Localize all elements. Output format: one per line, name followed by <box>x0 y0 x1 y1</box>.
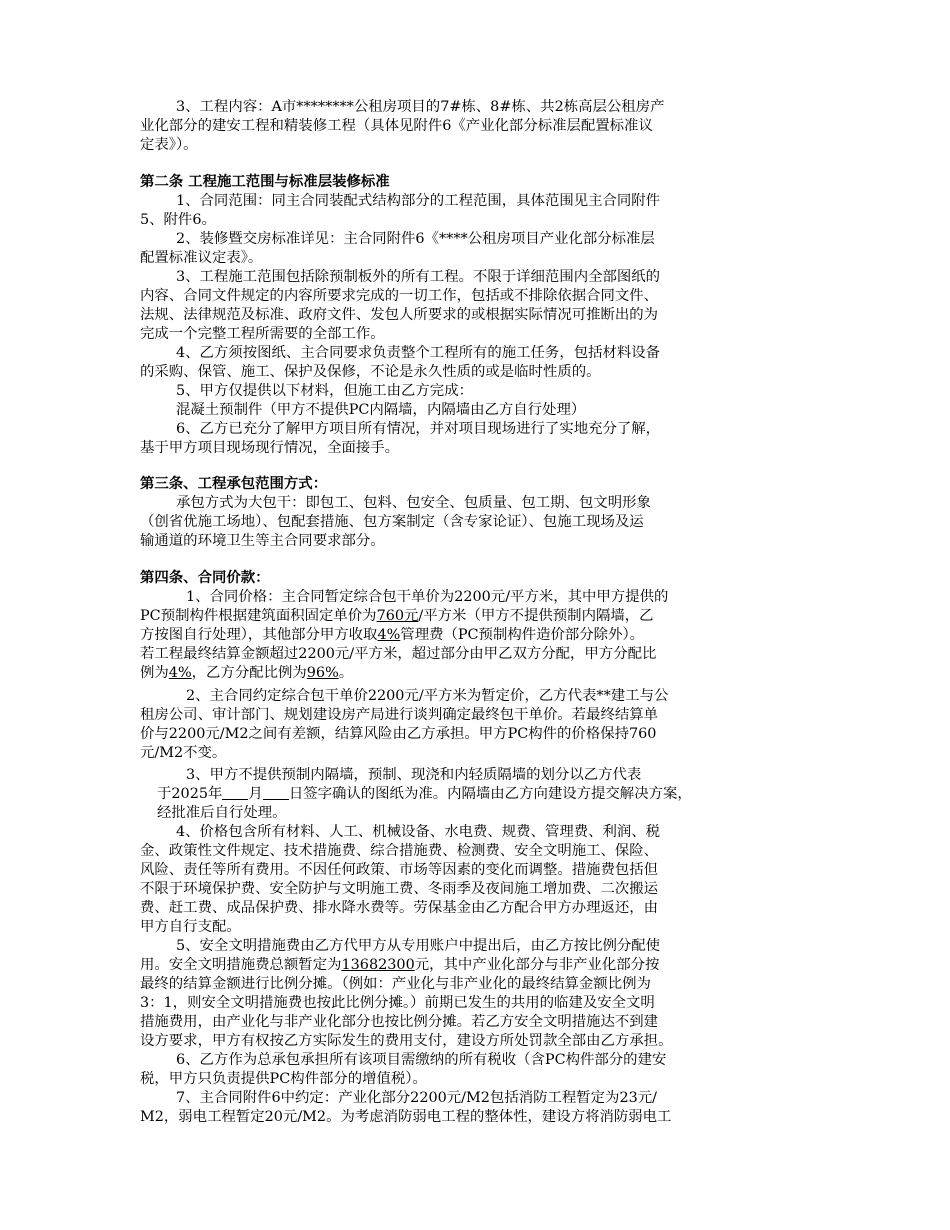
text-line: 承包方式为大包干：即包工、包料、包安全、包质量、包工期、包文明形象 <box>176 495 651 511</box>
date-blank <box>222 785 248 800</box>
underlined-value: 4% <box>168 665 192 681</box>
text-line: 1、合同价格：主合同暂定综合包干单价为2200元/平方米，其中甲方提供的 <box>186 589 669 605</box>
text-line: 6、乙方作为总承包承担所有该项目需缴纳的所有税收（含PC构件部分的建安 <box>176 1052 667 1068</box>
text-line: 租房公司、审计部门、规划建设房产局进行谈判确定最终包干单价。若最终结算单 <box>140 707 659 723</box>
underlined-value: 4% <box>377 627 401 643</box>
text-line: 元/M2不变。 <box>140 745 227 761</box>
text-line: 3、工程施工范围包括除预制板外的所有工程。不限于详细范围内全部图纸的 <box>176 269 661 285</box>
article-2-heading: 第二条 工程施工范围与标准层装修标准 <box>140 174 390 190</box>
text-line: M2，弱电工程暂定20元/M2。为考虑消防弱电工程的整体性，建设方将消防弱电工 <box>140 1109 672 1125</box>
text-line: 4、价格包含所有材料、人工、机械设备、水电费、规费、管理费、利润、税 <box>176 824 661 840</box>
text-line: 甲方自行支配。 <box>140 919 241 935</box>
text-line: （创省优施工场地）、包配套措施、包方案制定（含专家论证）、包施工现场及运 <box>140 514 644 530</box>
text-line: 5、安全文明措施费由乙方代甲方从专用账户中提出后，由乙方按比例分配使 <box>176 938 661 954</box>
text-line: 经批准后自行处理。 <box>157 805 287 821</box>
text-line: 5、甲方仅提供以下材料，但施工由乙方完成： <box>176 383 473 399</box>
text-line: 3、甲方不提供预制内隔墙，预制、现浇和内轻质隔墙的划分以乙方代表 <box>186 767 642 783</box>
text-line: PC预制构件根据建筑面积固定单价为760元/平方米（甲方不提供预制内隔墙，乙 <box>140 608 654 624</box>
text-line: 业化部分的建安工程和精装修工程（具体见附件6《产业化部分标准层配置标准议 <box>140 118 653 134</box>
text-line: 设方要求，甲方有权按乙方实际发生的费用支付，建设方所处罚款全部由乙方承担。 <box>140 1033 673 1049</box>
text-line: 7、主合同附件6中约定：产业化部分2200元/M2包括消防工程暂定为23元/ <box>176 1090 657 1106</box>
text-line: 配置标准议定表》。 <box>140 250 263 266</box>
article-3-heading: 第三条、工程承包范围方式： <box>140 476 328 492</box>
date-blank <box>263 785 289 800</box>
text-line: 2、装修暨交房标准详见：主合同附件6《****公租房项目产业化部分标准层 <box>176 231 655 247</box>
text-line: 4、乙方须按图纸、主合同要求负责整个工程所有的施工任务，包括材料设备 <box>176 345 661 361</box>
text-line: 不限于环境保护费、安全防护与文明施工费、冬雨季及夜间施工增加费、二次搬运 <box>140 881 659 897</box>
text-line: 基于甲方项目现场现行情况，全面接手。 <box>140 440 400 456</box>
underlined-value: 96% <box>306 665 339 681</box>
text-line: 3、工程内容：A市********公租房项目的7#栋、8#栋、共2栋高层公租房产 <box>176 99 665 115</box>
text-line: 方按图自行处理），其他部分甲方收取4%管理费（PC预制构件造价部分除外）。 <box>140 627 645 643</box>
text-line: 税，甲方只负责提供PC构件部分的增值税）。 <box>140 1071 427 1087</box>
text-line: 定表》）。 <box>140 137 198 153</box>
text-line: 输通道的环境卫生等主合同要求部分。 <box>140 533 385 549</box>
text-line: 完成一个完整工程所需要的全部工作。 <box>140 326 385 342</box>
article-4-heading: 第四条、合同价款： <box>140 570 270 586</box>
text-line: 5、附件6。 <box>140 212 216 228</box>
text-line: 内容、合同文件规定的内容所要求完成的一切工作，包括或不排除依据合同文件、 <box>140 288 659 304</box>
text-line: 2、主合同约定综合包干单价2200元/平方米为暂定价，乙方代表**建工与公 <box>186 688 669 704</box>
text-line: 措施费用，由产业化与非产业化部分也按比例分摊。若乙方安全文明措施达不到建 <box>140 1014 659 1030</box>
text-line: 最终的结算金额进行比例分摊。（例如：产业化与非产业化的最终结算金额比例为 <box>140 976 651 992</box>
text-line: 费、赶工费、成品保护费、排水降水费等。劳保基金由乙方配合甲方办理返还，由 <box>140 900 659 916</box>
text-line: 1、合同范围：同主合同装配式结构部分的工程范围，具体范围见主合同附件 <box>176 193 661 209</box>
text-line: 3：1，则安全文明措施费也按此比例分摊。）前期已发生的共用的临建及安全文明 <box>140 995 655 1011</box>
text-line: 用。安全文明措施费总额暂定为13682300元，其中产业化部分与非产业化部分按 <box>140 957 660 973</box>
text-line: 价与2200元/M2之间有差额，结算风险由乙方承担。甲方PC构件的价格保持760 <box>140 726 657 742</box>
text-line: 混凝土预制件（甲方不提供PC内隔墙，内隔墙由乙方自行处理） <box>176 402 586 418</box>
underlined-value: 13682300 <box>341 957 415 973</box>
text-line: 风险、责任等所有费用。不因任何政策、市场等因素的变化而调整。措施费包括但 <box>140 862 659 878</box>
text-line: 6、乙方已充分了解甲方项目所有情况，并对项目现场进行了实地充分了解， <box>176 421 661 437</box>
underlined-value: 760元 <box>376 608 419 624</box>
text-line: 例为4%，乙方分配比例为96%。 <box>140 665 354 681</box>
text-line: 的采购、保管、施工、保护及保修，不论是永久性质的或是临时性质的。 <box>140 364 601 380</box>
text-line: 法规、法律规范及标准、政府文件、发包人所要求的或根据实际情况可推断出的为 <box>140 307 659 323</box>
text-line: 若工程最终结算金额超过2200元/平方米，超过部分由甲乙双方分配，甲方分配比 <box>140 646 657 662</box>
text-line: 金、政策性文件规定、技术措施费、综合措施费、检测费、安全文明施工、保险、 <box>140 843 659 859</box>
text-line: 于2025年 月 日签字确认的图纸为准。内隔墙由乙方向建设方提交解决方案， <box>157 786 692 802</box>
